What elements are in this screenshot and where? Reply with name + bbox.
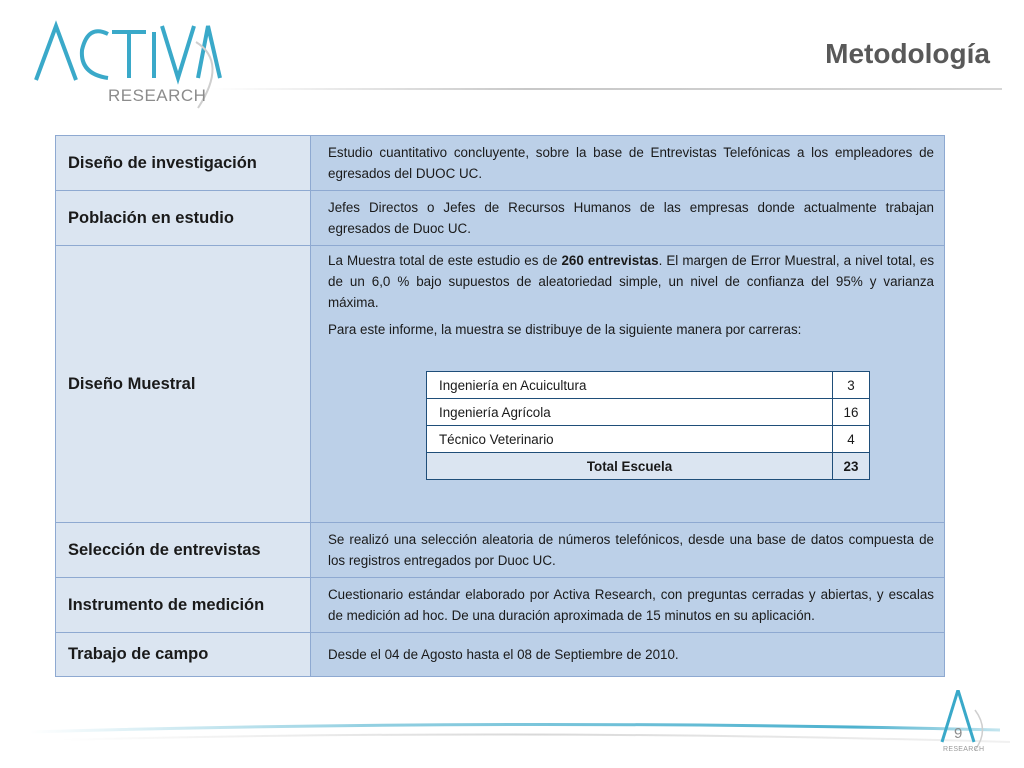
career-count: 4: [833, 426, 870, 453]
total-value: 23: [833, 453, 870, 480]
table-row: [56, 136, 945, 191]
row-label: Diseño Muestral: [56, 246, 311, 523]
row-label: Diseño de investigación: [56, 136, 311, 191]
total-label: Total Escuela: [427, 453, 833, 480]
page-number: 9: [954, 725, 963, 742]
career-count: 3: [833, 372, 870, 399]
footer-swoosh: [0, 690, 1024, 768]
methodology-table: [55, 135, 945, 677]
row-value: Estudio cuantitativo concluyente, sobre la base de Entrevistas Telefónicas a los empleadores de egresados del DUOC UC.: [311, 136, 945, 191]
distribution-table: [426, 371, 870, 480]
activa-logo: [28, 12, 228, 112]
table-row: [427, 372, 870, 399]
career-name: Técnico Veterinario: [427, 426, 833, 453]
table-row: [427, 426, 870, 453]
career-count: 16: [833, 399, 870, 426]
career-name: Ingeniería Agrícola: [427, 399, 833, 426]
table-row: [56, 578, 945, 633]
row-label: Población en estudio: [56, 191, 311, 246]
sample-paragraph: [328, 250, 934, 313]
row-value: [311, 246, 945, 523]
distribution-intro: Para este informe, la muestra se distribuye de la siguiente manera por carreras:: [328, 322, 802, 337]
row-value: Desde el 04 de Agosto hasta el 08 de Septiembre de 2010.: [311, 633, 945, 677]
table-row: [56, 523, 945, 578]
sample-count: 260 entrevistas: [561, 253, 659, 268]
sample-text: La Muestra total de este estudio es de: [328, 253, 562, 268]
row-value: Cuestionario estándar elaborado por Activa Research, con preguntas cerradas y abiertas, y escalas de medición ad hoc. De una duración aproximada de 15 minutos en su aplicación.: [311, 578, 945, 633]
table-row: [56, 246, 945, 523]
page-title: Metodología: [825, 38, 990, 69]
total-row: [427, 453, 870, 480]
row-label: Instrumento de medición: [56, 578, 311, 633]
row-value: Jefes Directos o Jefes de Recursos Humanos de las empresas donde actualmente trabajan egresados de Duoc UC.: [311, 191, 945, 246]
table-row: [56, 633, 945, 677]
title-divider: [210, 88, 1002, 90]
row-label: Trabajo de campo: [56, 633, 311, 677]
table-row: [56, 191, 945, 246]
logo-research-text: RESEARCH: [108, 86, 207, 105]
table-row: [427, 399, 870, 426]
row-value: Se realizó una selección aleatoria de números telefónicos, desde una base de datos compuesta de los registros entregados por Duoc UC.: [311, 523, 945, 578]
row-label: Selección de entrevistas: [56, 523, 311, 578]
career-name: Ingeniería en Acuicultura: [427, 372, 833, 399]
sample-text-rest: . El margen de Error Muestral, a nivel total, es de un 6,0 % bajo supuestos de aleatoriedad simple, un nivel de confianza del 95% y varianza máxima.: [328, 253, 935, 310]
mini-logo-text: RESEARCH: [943, 746, 985, 753]
